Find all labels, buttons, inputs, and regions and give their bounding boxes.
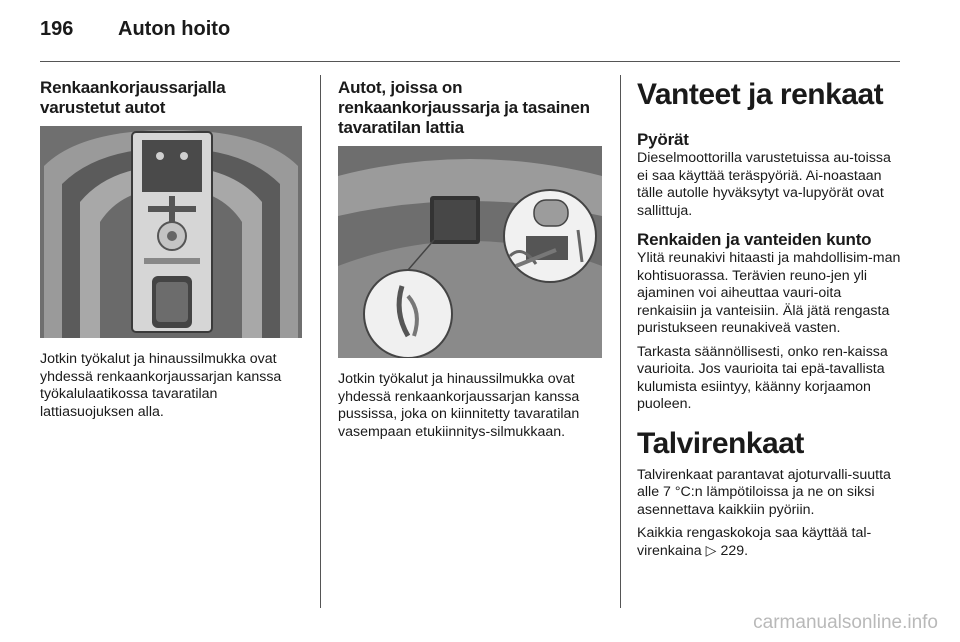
page-reference-number[interactable]: 229. (720, 542, 749, 559)
paragraph-winter-safety: Talvirenkaat parantavat ajoturvalli-suutta alle 7 °C:n lämpötiloissa ja ne on siksi asennettava kaikkiin pyöriin. (637, 466, 891, 518)
column-2 (338, 78, 604, 441)
header-rule (40, 61, 900, 62)
chapter-title: Auton hoito (118, 18, 231, 40)
heading-flat-floor: Autot, joissa on renkaankorjaussarja ja tasainen tavaratilan lattia (338, 78, 590, 137)
figure-bag-in-trunk (338, 146, 602, 358)
figure-caption: Jotkin työkalut ja hinaussilmukka ovat yhdessä renkaankorjaussarjan kanssa työkalulaatikossa tavaratilan lattiasuojuksen alla. (40, 351, 282, 420)
watermark: carmanualsonline.info (753, 612, 938, 633)
heading-tire-repair-kit: Renkaankorjaussarjalla varustetut autot (40, 78, 226, 117)
figure-toolbox-under-floor (40, 126, 302, 338)
column-3 (637, 78, 905, 560)
winter-sizes-text: Kaikkia rengaskokoja saa käyttää tal-virenkaina (637, 525, 872, 559)
column-1 (40, 78, 304, 421)
page-number: 196 (40, 18, 74, 40)
section-title-winter-tires: Talvirenkaat (637, 426, 804, 460)
paragraph-curb: Ylitä reunakivi hitaasti ja mahdollisim-man kohtisuorassa. Terävien reuno-jen yli ajaminen voi aiheuttaa vauri-oita renkaisiin ja vanteisiin. Älä jätä rengasta puristukseen reunakiveä vasten. (637, 250, 901, 336)
subheading-tire-condition: Renkaiden ja vanteiden kunto (637, 230, 872, 249)
column-divider-2 (620, 75, 621, 608)
column-divider-1 (320, 75, 321, 608)
subheading-wheels: Pyörät (637, 130, 689, 149)
section-title-wheels-and-tires: Vanteet ja renkaat (637, 78, 884, 111)
figure-caption: Jotkin työkalut ja hinaussilmukka ovat yhdessä renkaankorjaussarjan kanssa pussissa, joka on kiinnitetty tavaratilan vasempaan etukiinnitys-silmukkaan. (338, 371, 580, 440)
paragraph-winter-sizes (637, 525, 905, 560)
page-reference-arrow-icon[interactable]: ▷ (705, 542, 717, 559)
paragraph-wheels: Dieselmoottorilla varustetuissa au-toissa ei saa käyttää teräspyöriä. Ai-noastaan tälle autolle hyväksytyt va-lupyörät ovat sallittuja. (637, 150, 891, 219)
paragraph-inspect: Tarkasta säännöllisesti, onko ren-kaissa vaurioita. Jos vaurioita tai epä-tavallista kulumista esiintyy, käänny korjaamon puoleen. (637, 343, 888, 412)
